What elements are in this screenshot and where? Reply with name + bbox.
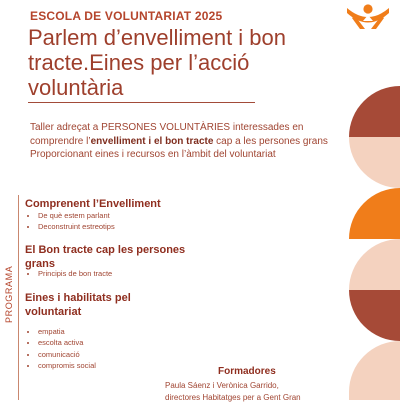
section-heading: Comprenent l’Envelliment [25,198,161,210]
list-item: • empatia [38,326,96,337]
intro-text-2: cap a les persones grans Proporcionant eines i recursos en l’àmbit del voluntariat [30,135,328,160]
decor-shape [349,239,400,290]
decorative-shapes [349,86,400,400]
list-item: • De què estem parlant [38,210,115,221]
section-list [27,326,96,372]
trainers-text [165,380,355,404]
orange-emblem-icon [344,2,392,32]
decor-shape [349,341,400,392]
decor-shape [349,137,400,188]
event-series-label: ESCOLA DE VOLUNTARIAT 2025 [30,9,223,23]
section-heading: El Bon tracte cap les persones grans [25,244,186,270]
decor-shape [349,290,400,341]
list-item: • Deconstruint estreotips [38,221,115,232]
trainers-line: directores Habitatges per a Gent Gran [165,393,301,402]
intro-highlight: envelliment i el bon tracte [90,135,214,147]
list-item: • compromis social [38,360,96,371]
decor-shape [349,392,400,400]
intro-text-1: Taller adreçat a PERSONES VOLUNTÀRIES interessades en comprendre l’ [30,122,304,147]
list-item: • comunicació [38,349,96,360]
list-item: • Principis de bon tracte [38,268,112,279]
program-side-label: PROGRAMA [4,265,14,323]
trainers-heading: Formadores [218,366,276,377]
trainers-line: Paula Sáenz i Verònica Garrido, [165,381,279,390]
section-list [27,268,112,279]
list-item: • escolta activa [38,337,96,348]
program-divider [18,195,19,400]
decor-shape [349,86,400,137]
decor-shape [349,188,400,239]
page-title: Parlem d’envelliment i bon tracte.Eines per l’acció voluntària [28,25,287,100]
title-divider [28,102,255,103]
section-heading: Eines i habilitats pel voluntariat [25,292,131,318]
section-list [27,210,115,233]
intro-paragraph [30,121,340,162]
